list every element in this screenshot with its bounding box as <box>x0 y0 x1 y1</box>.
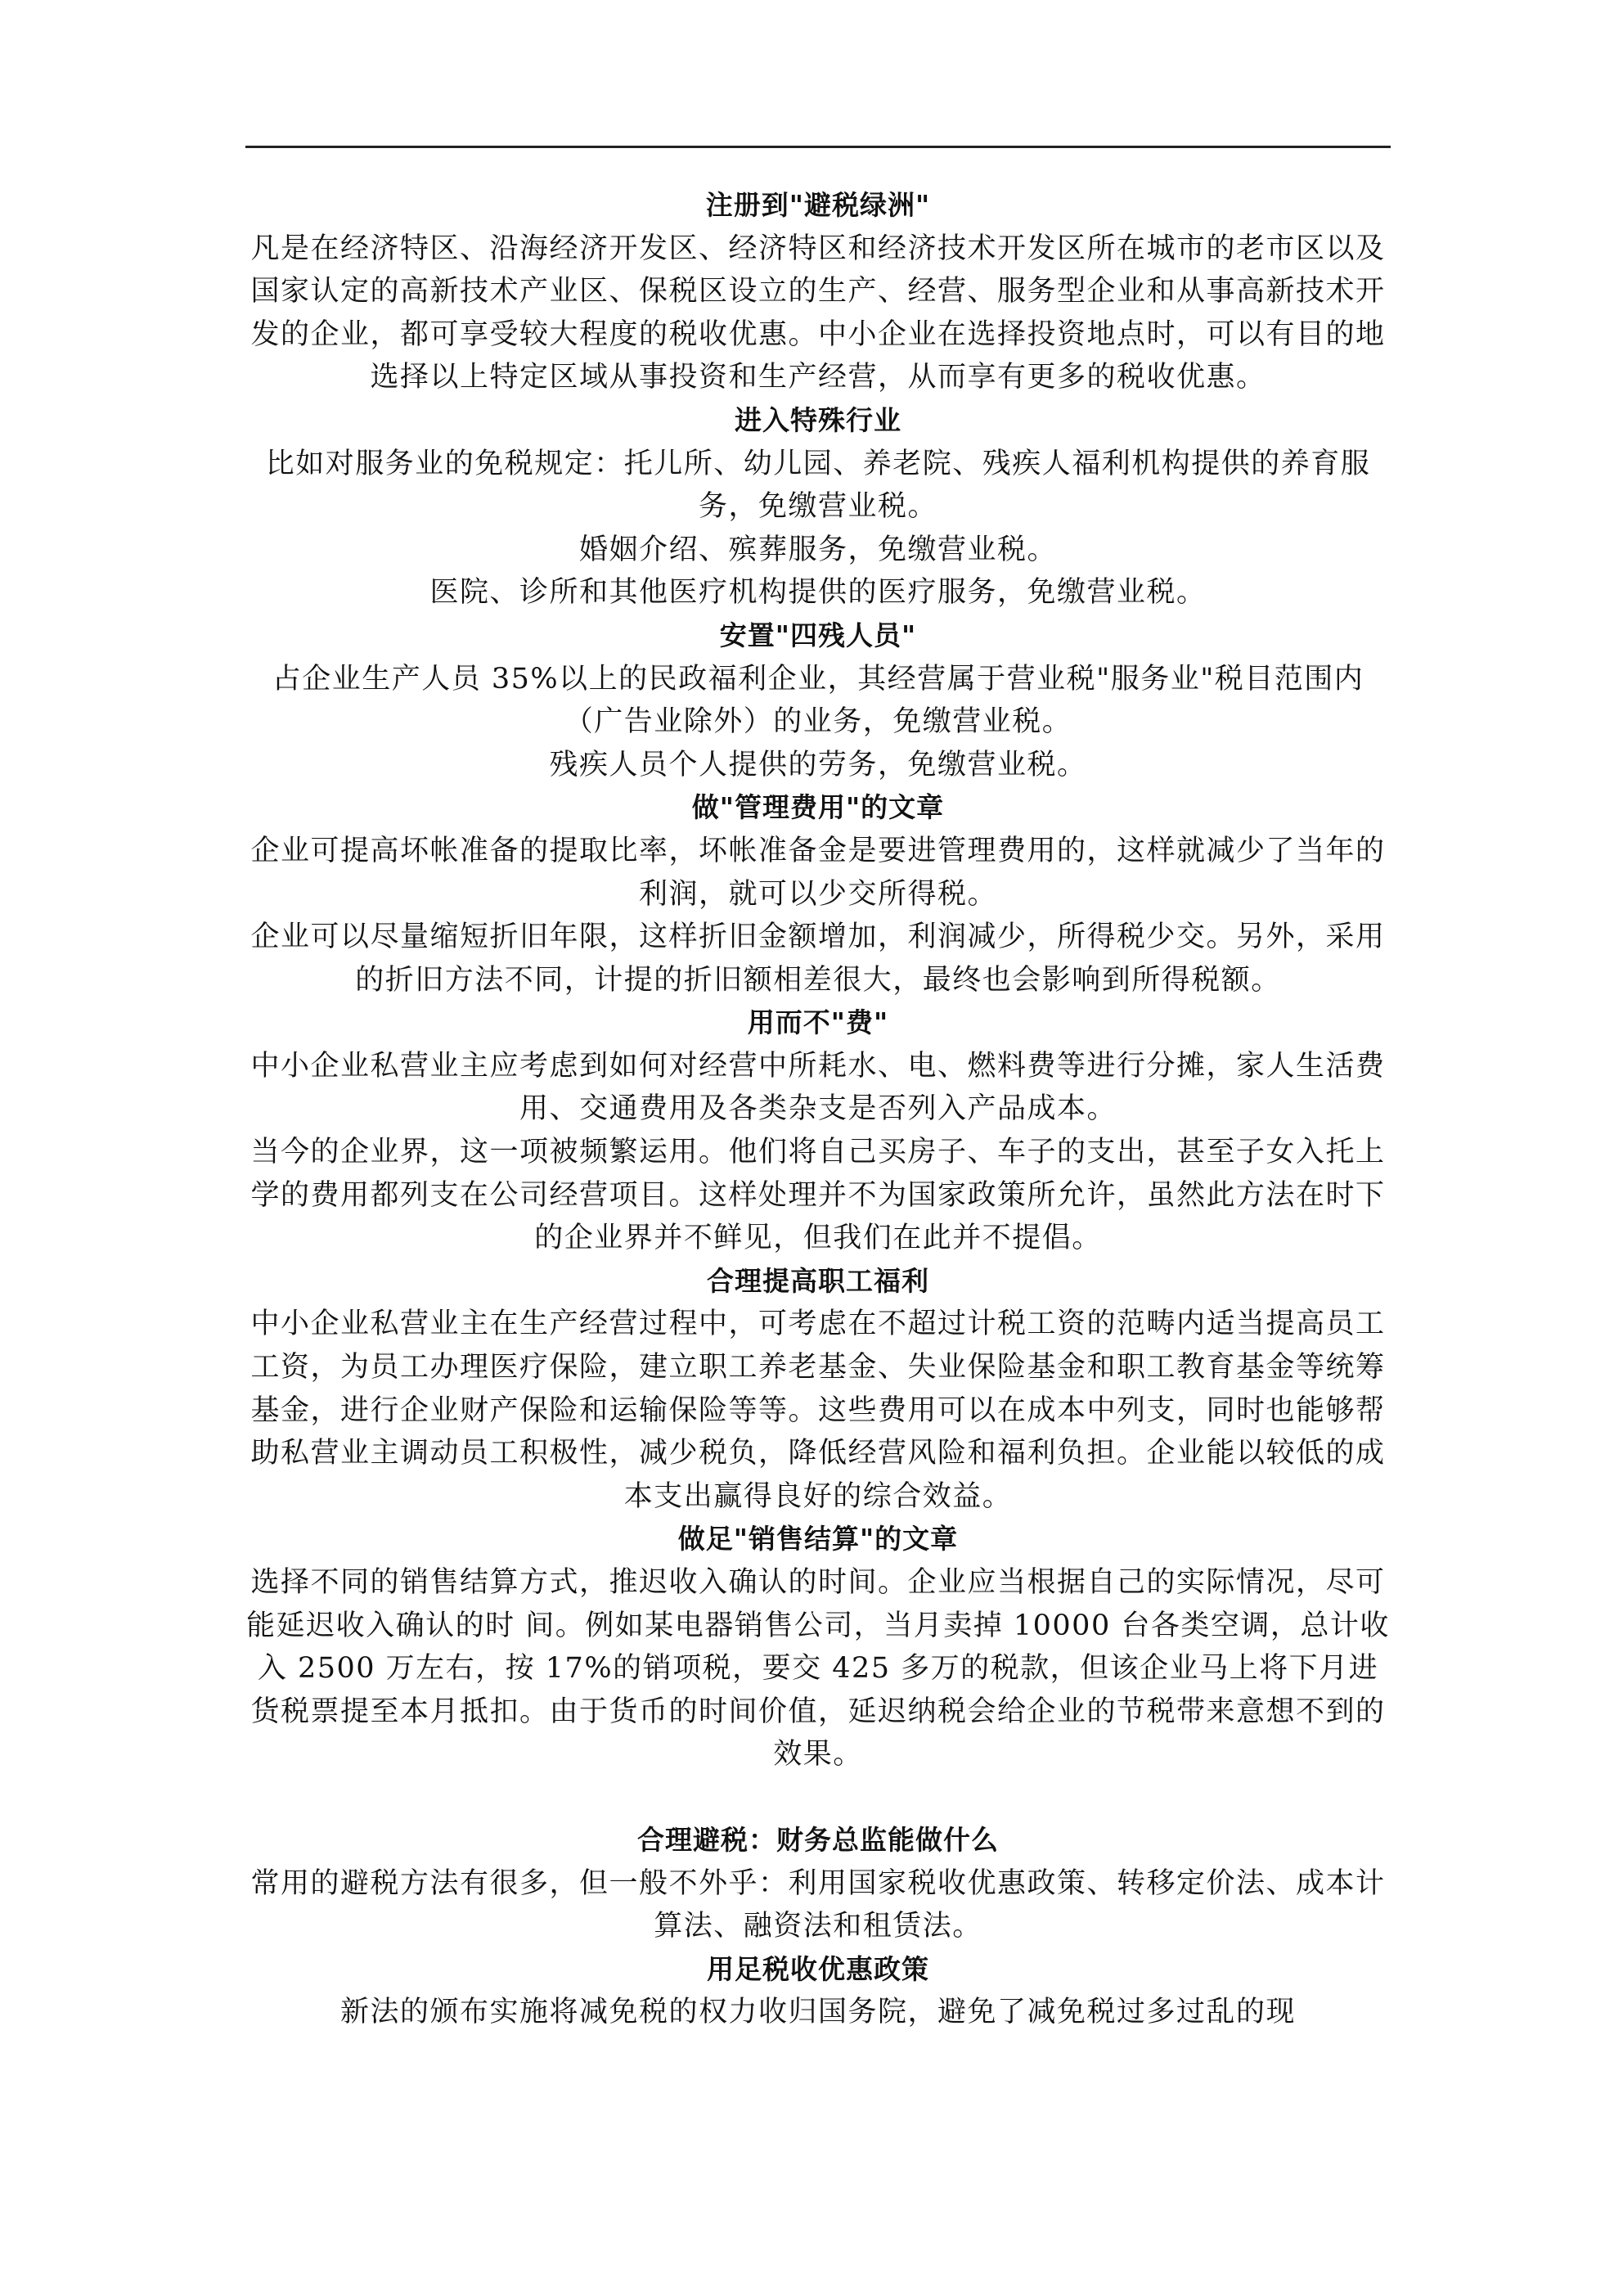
section-heading: 进入特殊行业 <box>735 403 901 436</box>
paragraph: 企业可以尽量缩短折旧年限，这样折旧金额增加，利润减少，所得税少交。另外，采用的折旧方法不同，计提的折旧额相差很大，最终也会影响到所得税额。 <box>250 921 1386 997</box>
paragraph: 占企业生产人员 35%以上的民政福利企业，其经营属于营业税"服务业"税目范围内（广告业除外）的业务，免缴营业税。 <box>272 662 1364 739</box>
document-body <box>245 184 1391 2034</box>
paragraph: 新法的颁布实施将减免税的权力收归国务院，避免了减免税过多过乱的现 <box>339 1996 1296 2029</box>
paragraph: 婚姻介绍、殡葬服务，免缴营业税。 <box>578 533 1057 566</box>
document-page <box>245 146 1391 2034</box>
section-heading: 做足"销售结算"的文章 <box>677 1523 959 1555</box>
paragraph: 当今的企业界，这一项被频繁运用。他们将自己买房子、车子的支出，甚至子女入托上学的费用都列支在公司经营项目。这样处理并不为国家政策所允许，虽然此方法在时下的企业界并不鲜见，但我们在此并不提倡。 <box>250 1136 1386 1255</box>
header-rule <box>245 146 1391 148</box>
paragraph: 中小企业私营业主应考虑到如何对经营中所耗水、电、燃料费等进行分摊，家人生活费用、交通费用及各类杂支是否列入产品成本。 <box>250 1049 1386 1126</box>
section-heading: 用足税收优惠政策 <box>707 1952 929 1985</box>
paragraph: 残疾人员个人提供的劳务，免缴营业税。 <box>549 748 1087 781</box>
section-heading: 合理避税：财务总监能做什么 <box>637 1823 999 1856</box>
paragraph: 企业可提高坏帐准备的提取比率，坏帐准备金是要进管理费用的，这样就减少了当年的利润，就可以少交所得税。 <box>250 834 1386 911</box>
section-heading: 安置"四残人员" <box>719 619 917 651</box>
section-heading: 合理提高职工福利 <box>707 1264 929 1297</box>
paragraph: 医院、诊所和其他医疗机构提供的医疗服务，免缴营业税。 <box>429 576 1207 610</box>
paragraph: 选择不同的销售结算方式，推迟收入确认的时间。企业应当根据自己的实际情况，尽可能延迟收入确认的时 间。例如某电器销售公司，当月卖掉 10000 台各类空调，总计收入 2500 万左右，按 17%的销项税，要交 425 多万的税款，但该企业马上将下月进货税票提至本月抵扣。由于货币的时间价值，延迟纳税会给企业的节税带来意想不到的效果。 <box>246 1566 1390 1772</box>
section-heading: 注册到"避税绿洲" <box>705 189 931 221</box>
paragraph: 比如对服务业的免税规定：托儿所、幼儿园、养老院、残疾人福利机构提供的养育服务，免缴营业税。 <box>265 447 1371 524</box>
section-heading: 用而不"费" <box>747 1006 889 1039</box>
section-heading: 做"管理费用"的文章 <box>691 791 945 824</box>
section-spacer <box>245 1776 1391 1819</box>
paragraph: 常用的避税方法有很多，但一般不外乎：利用国家税收优惠政策、转移定价法、成本计算法、融资法和租赁法。 <box>250 1866 1386 1943</box>
paragraph: 中小企业私营业主在生产经营过程中，可考虑在不超过计税工资的范畴内适当提高员工工资，为员工办理医疗保险，建立职工养老基金、失业保险基金和职工教育基金等统筹基金，进行企业财产保险和运输保险等等。这些费用可以在成本中列支，同时也能够帮助私营业主调动员工积极性，减少税负，降低经营风险和福利负担。企业能以较低的成本支出赢得良好的综合效益。 <box>250 1308 1386 1513</box>
paragraph: 凡是在经济特区、沿海经济开发区、经济特区和经济技术开发区所在城市的老市区以及国家认定的高新技术产业区、保税区设立的生产、经营、服务型企业和从事高新技术开发的企业，都可享受较大程度的税收优惠。中小企业在选择投资地点时，可以有目的地选择以上特定区域从事投资和生产经营，从而享有更多的税收优惠。 <box>250 232 1386 394</box>
